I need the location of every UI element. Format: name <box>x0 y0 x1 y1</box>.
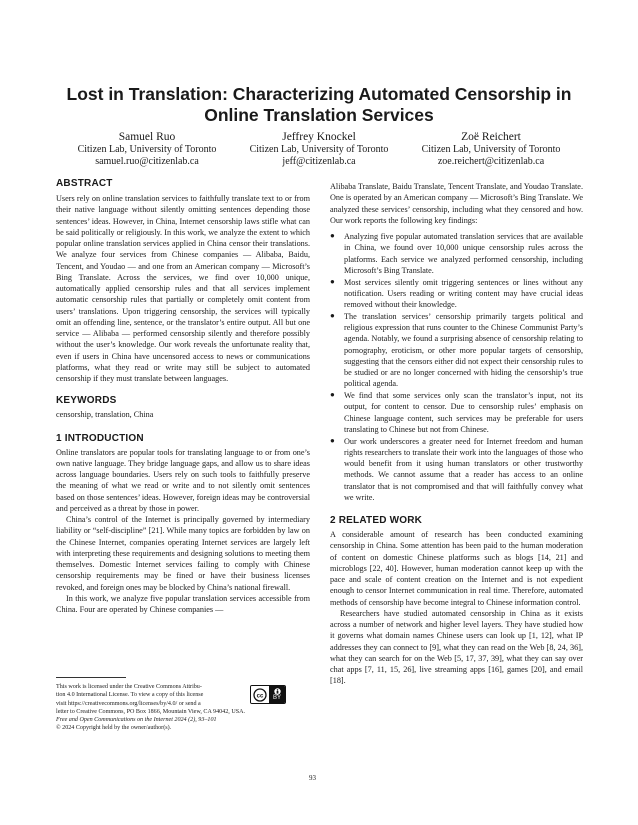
cc-by-badge[interactable] <box>250 685 286 704</box>
bullet-icon: ● <box>330 435 335 445</box>
bullet-icon: ● <box>330 390 335 399</box>
intro-paragraph: Online translators are popular tools for translating language to or from one’s own native language. They bridge language gaps, and allow us to share ideas across language boundaries. Users rely on such tools to faithfully preserve the meaning of what we read or write and to not silently omit sentences based on those sentences’ ideas. However, foreign ideas may be controversial and perceived as a threat by those in power. <box>56 447 310 513</box>
author-email[interactable]: samuel.ruo@citizenlab.ca <box>95 156 199 168</box>
list-item <box>330 276 583 311</box>
finding-text: The translation services’ censorship primarily targets political and religious expression that runs counter to the Chinese Communist Party’s agenda. Notably, we found a surprising absence of censorship relating to pornography, eroticism, or other more popular targets of censorship, suggesting that the censors either did not expect their censorship rules to be studied or are no longer concerned with hiding the censorship’s true political agenda. <box>344 311 583 389</box>
findings-list <box>330 231 583 503</box>
venue-line: Free and Open Communications on the Internet 2024 (2), 93–101 <box>56 717 217 724</box>
list-item <box>330 231 583 276</box>
author-email[interactable]: jeff@citizenlab.ca <box>282 156 356 168</box>
license-line: tion 4.0 International License. To view a copy of this license <box>56 692 204 699</box>
license-notice <box>56 683 246 708</box>
page-number: 93 <box>309 774 316 782</box>
author-name: Samuel Ruo <box>118 131 176 143</box>
bullet-icon: ● <box>330 231 335 240</box>
finding-text: We find that some services only scan the translator’s input, not its output, for content to censor. Due to censorship rules’ emphasis on Chinese language content, such services may be preferable for users translating to Chinese but not from Chinese. <box>344 391 583 434</box>
finding-text: Our work underscores a greater need for Internet freedom and human rights researchers to translate their work into the languages of those who would benefit from it using human translators or other trustworthy methods. We cannot assume that a reader has access to an online translator that is not compromised and that will faithfully convey what we write. <box>344 436 583 502</box>
author-name: Zoë Reichert <box>461 131 521 143</box>
author-block-3 <box>396 130 586 169</box>
copyright-line: © 2024 Copyright held by the owner/author(s). <box>56 725 172 732</box>
by-icon <box>269 686 285 703</box>
intro-heading: 1 INTRODUCTION <box>56 432 144 444</box>
list-item <box>330 390 583 435</box>
cc-icon <box>251 686 269 703</box>
author-affiliation: Citizen Lab, University of Toronto <box>421 144 561 155</box>
list-item <box>330 435 583 504</box>
left-column <box>56 178 310 615</box>
related-paragraph: Researchers have studied automated censorship in China as it exists across a number of network and higher level layers. They have studied how it governs what domain names Chinese users can look up [1, 12], what IP addresses they can connect to [9], what they can read on the Web [8, 24, 36], what they can search for on the Web [5, 17, 37, 39], what they can say over chat apps [7, 11, 15, 26], live streaming apps [16], games [20], and email [18]. <box>330 608 583 686</box>
author-name: Jeffrey Knockel <box>282 131 356 143</box>
list-item <box>330 310 583 390</box>
license-line: letter to Creative Commons, PO Box 1866, Mountain View, CA 94042, USA. <box>56 708 246 715</box>
finding-text: Analyzing five popular automated translation services that are available in China, we found over 10,000 unique censorship rules across the platforms. Each service we analyzed performed censorship, including Microsoft’s Bing Translate. <box>344 232 583 275</box>
abstract-text: Users rely on online translation services to faithfully translate text to or from their native language without silently omitting sentences depending those sentences’ ideas. However, in China, Internet censorship laws stifle what can be said politically or religiously. In this work, we analyze the extent to which popular online translation services applied in China censor their translations. We analyze four services from Chinese companies — Alibaba, Baidu, Tencent, and Youdao — and one from an American company — Microsoft’s Bing Translate. Across the services, we find over 10,000 unique, automatically applied censorship rules and that all services implement automatic censorship rules that partially or completely omit content from users’ translations. Upon triggering censorship, the services will typically omit an offending line, sentence, or the translator’s entire output. All but one service — Alibaba — performed censorship silently and therefore possibly without the user’s knowledge. Our work reveals the unfortunate reality that, even if users in China have uncensored access to news or communications platforms, what they read or write may still be subject to automated censorship if they must translate between languages. <box>56 194 310 383</box>
license-line: This work is licensed under the Creative Commons Attribu- <box>56 684 202 690</box>
related-paragraph: A considerable amount of research has been conducted examining censorship in China. Some attention has been paid to the human moderation of content on domestic Chinese platforms such as blogs [14, 21] and microblogs [22, 40]. However, human moderation cannot keep up with the pace and scale of content creation on the Internet and is not expedient enough to censor Internet communication in real time. Therefore, automated methods of censorship have become integral to Chinese information control. <box>330 530 583 607</box>
author-affiliation: Citizen Lab, University of Toronto <box>77 144 217 155</box>
related-heading: 2 RELATED WORK <box>330 515 423 526</box>
license-notice-tail <box>56 708 316 733</box>
author-block-1 <box>52 130 242 169</box>
by-label: BY <box>272 695 281 701</box>
keywords-heading: KEYWORDS <box>56 395 117 407</box>
author-block-2 <box>224 130 414 169</box>
finding-text: Most services silently omit triggering sentences or lines without any notification. Users reading or writing content may have crucial ideas removed without their knowledge. <box>344 277 583 309</box>
abstract-heading: ABSTRACT <box>56 178 113 189</box>
footnote-rule <box>56 677 126 678</box>
right-column <box>330 181 583 687</box>
intro-paragraph: In this work, we analyze five popular translation services accessible from China. Four are operated by Chinese companies — <box>56 593 310 614</box>
license-line[interactable]: visit https://creativecommons.org/licenses/by/4.0/ or send a <box>56 700 201 707</box>
bullet-icon: ● <box>330 276 335 286</box>
intro-paragraph: China’s control of the Internet is principally governed by intermediary liability or “self-discipline” [21]. While many topics are forbidden by law on the Chinese Internet, companies operating Internet services are largely left with interpreting these requirements and designing solutions to meeting them themselves. Domestic Internet services failing to comply with Chinese censorship requirements may be fined or have their business licenses revoked, and foreign ones may be blocked by China’s national firewall. <box>56 515 310 592</box>
paper-title: Lost in Translation: Characterizing Automated Censorship in Online Translation Services <box>66 84 572 125</box>
intro-continuation: Alibaba Translate, Baidu Translate, Tencent Translate, and Youdao Translate. One is operated by an American company — Microsoft’s Bing Translate. We analyzed these services’ censorship, including what they censored and how. Our work reports the following key findings: <box>330 182 583 225</box>
author-affiliation: Citizen Lab, University of Toronto <box>249 144 389 155</box>
author-email[interactable]: zoe.reichert@citizenlab.ca <box>437 156 545 168</box>
cc-badge-text: cc <box>256 692 264 699</box>
bullet-icon: ● <box>330 310 335 320</box>
keywords-text: censorship, translation, China <box>56 410 154 420</box>
